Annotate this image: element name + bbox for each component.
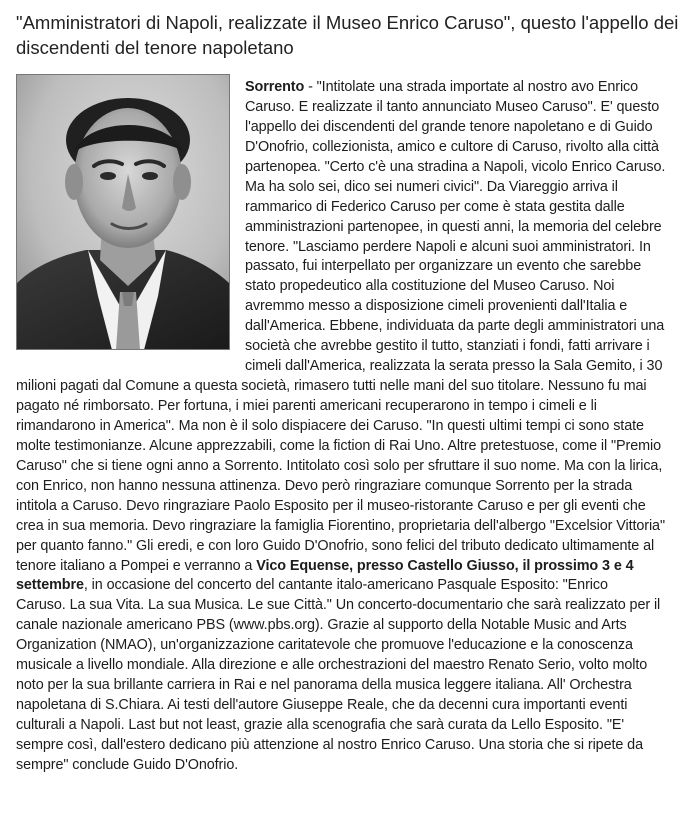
article-body-line: società che avrebbe gestito il tutto, stanziati i fondi, fatti arrivare i	[245, 338, 650, 355]
article-body-line	[16, 78, 686, 98]
body-text-segment: - "Intitolate una strada importate al nostro avo Enrico	[304, 79, 639, 95]
article-body-line: napoletana di S.Chiara. Ai testi dell'autore Giuseppe Reale, che da decenni cura importanti eventi	[16, 697, 628, 714]
article-body-line: noto per la sua brillante carriera in Rai e nel panorama della musica leggere italiana. All' Orchestra	[16, 677, 632, 694]
bold-text-segment: settembre	[16, 577, 84, 594]
article-body-line: l'appello dei discendenti del grande tenore napoletano e di Guido	[245, 118, 653, 135]
article-body-line: rammarico di Federico Caruso per come è stata gestita dalle	[245, 198, 625, 215]
article-body-line: rimandarono in America". Ma non è il solo dispiacere dei Caruso. "In questi ultimi tempi ci sono state	[16, 417, 644, 434]
article-body-line: Caruso" che si tiene ogni anno a Sorrento. Intitolato così solo per sfruttare il suo nome. Ma con la lirica,	[16, 457, 663, 474]
article-body-line	[16, 557, 686, 577]
article-body-line: cimeli dall'America, realizzata la serata presso la Sala Gemito, i 30	[245, 358, 663, 375]
article-body-line: crea in sua memoria. Devo ringraziare la famiglia Fiorentino, proprietaria dell'albergo "Excelsior Vittoria"	[16, 517, 665, 534]
article-body-line: per quanto fanno." Gli eredi, e con loro Guido D'Onofrio, sono felici del tributo dedicato ultimamente al	[16, 537, 655, 554]
article-body-line: tenore. "Lasciamo perdere Napoli e alcuni suoi amministratori. In	[245, 238, 651, 255]
article-body-line: canale nazionale americano PBS (www.pbs.org). Grazie al supporto della Notable Music and Arts	[16, 617, 627, 634]
article-body-line: avremmo messo a disposizione cimeli provenienti dall'Italia e	[245, 298, 628, 315]
body-text-segment: , in occasione del concerto del cantante italo-americano Pasquale Esposito: "Enrico	[83, 577, 608, 594]
article-body-line: intitola a Caruso. Devo ringraziare Paolo Esposito per il museo-ristorante Caruso e per gli eventi che	[16, 497, 646, 514]
headline-line: discendenti del tenore napoletano	[16, 37, 294, 58]
article-body-line: sempre" conclude Guido D'Onofrio.	[16, 756, 239, 773]
article-body-line: dall'America. Ebbene, individuata da parte degli amministratori una	[245, 318, 665, 335]
body-text-segment: tenore italiano a Pompei e verranno a	[16, 557, 257, 574]
article-body-line: sempre così, dall'estero dedicano più attenzione al nostro Enrico Caruso. Una storia che si ripete da	[16, 736, 643, 753]
article-body-line: Ma ha solo sei, dico sei numeri civici". Da Viareggio arriva il	[245, 178, 618, 195]
article-body-line: milioni pagati dal Comune a questa società, rimasero tutti nelle mani del suo titolare. Nessuno fu mai	[16, 378, 647, 395]
article-body-line: D'Onofrio, collezionista, amico e cultore di Caruso, rivolto alla città	[245, 138, 659, 155]
article-body-line: passato, fui interpellato per organizzare un evento che sarebbe	[245, 258, 642, 275]
article-body-line	[16, 576, 686, 596]
article-body-line: molte testimonianze. Alcune apprezzabili, come la fiction di Rai Uno. Altre pretestuose, come il "Premio	[16, 437, 661, 454]
article-body-line: musicale a livello mondiale. Alla direzione e alle orchestrazioni del maestro Renato Serio, volto molto	[16, 657, 648, 674]
article-body-line: culturali a Napoli. Last but not least, grazie alla scenografia che sarà curata da Lello Esposito. "E'	[16, 717, 625, 733]
article-body-line: Caruso. La sua Vita. La sua Musica. Le sue Città." Un concerto-documentario che sarà realizzato per il	[16, 597, 661, 614]
article-body-line: pagato né rimborsato. Per fortuna, i miei parenti americani recuperarono in tempo i cimeli e li	[16, 398, 597, 414]
article-body-line: amministrazioni partenopee, in questi anni, la memoria del celebre	[245, 218, 662, 235]
article-body-line: Organization (NMAO), un'organizzazione caritatevole che promuove l'educazione e la conoscenza	[16, 637, 633, 654]
article-body-line: stato propedeutico alla costituzione del Museo Caruso. Noi	[245, 278, 615, 295]
article-body-line: partenopea. "Certo c'è una stradina a Napoli, vicolo Enrico Caruso.	[245, 158, 666, 175]
article-headline	[16, 10, 686, 60]
article-body-line: con Enrico, non hanno nessuna attinenza. Devo però ringraziare comunque Sorrento per la strada	[16, 477, 633, 494]
bold-text-segment: Sorrento	[245, 79, 305, 95]
headline-line: "Amministratori di Napoli, realizzate il Museo Enrico Caruso", questo l'appello dei	[16, 12, 679, 33]
bold-text-segment: Vico Equense, presso Castello Giusso, il prossimo 3 e 4	[256, 557, 634, 574]
article-body-line: Caruso. E realizzate il tanto annunciato Museo Caruso". E' questo	[245, 98, 660, 115]
article-body	[16, 78, 686, 776]
